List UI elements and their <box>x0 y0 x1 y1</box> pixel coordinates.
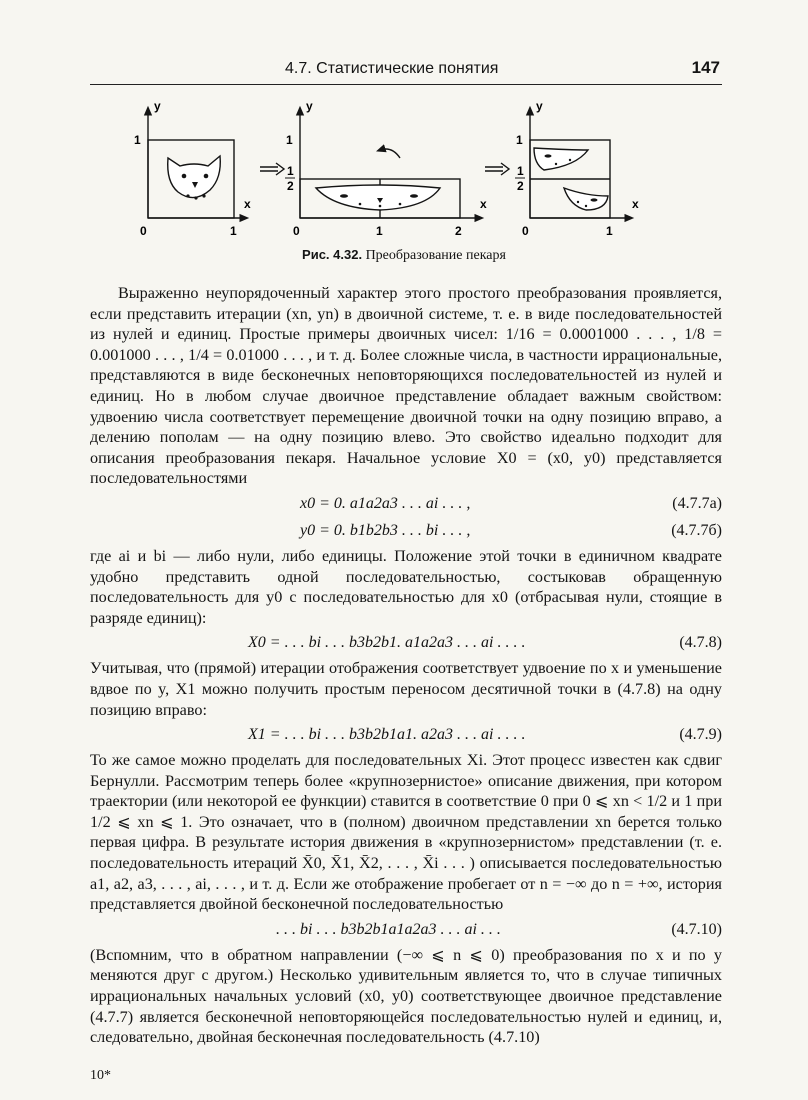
equation-formula: X0 = . . . bi . . . b3b2b1. a1a2a3 . . . ai . . . . <box>248 634 526 652</box>
equation-number: (4.7.7а) <box>672 494 722 512</box>
caption-label: Рис. 4.32. <box>302 247 363 262</box>
panel2-half-den: 2 <box>287 179 294 193</box>
equation-4-7-8 <box>90 631 722 655</box>
equation-4-7-7a <box>90 492 722 516</box>
panel2-y-label: y <box>306 99 313 113</box>
panel2-x-label: x <box>480 197 487 211</box>
page-number: 147 <box>691 58 720 77</box>
panel3-half-den: 2 <box>517 179 524 193</box>
equation-number: (4.7.8) <box>679 634 722 652</box>
baker-transformation-figure <box>130 100 660 240</box>
equation-4-7-9 <box>90 723 722 747</box>
squashed-cat-icon <box>316 185 440 210</box>
cut-rotate-arrow <box>380 149 400 158</box>
panel2-tick-y: 1 <box>286 133 293 147</box>
upper-piece-icon <box>534 148 588 170</box>
equation-formula: x0 = 0. a1a2a3 . . . ai . . . , <box>300 494 471 512</box>
panel3-half-num: 1 <box>517 164 524 178</box>
panel1-x-label: x <box>244 197 251 211</box>
panel2-origin: 0 <box>293 224 300 238</box>
paragraph-5: (Вспомним, что в обратном направлении (−∞ ⩽ n ⩽ 0) преобразования по x и по y меняются друг с другом.) Несколько удивительным является то, что в случае типичных иррациональных начальных условий (x0, y0) соответствующее двоичное представление (4.7.7) является бесконечной неповторяющейся последовательностью нулей и единиц, и, следовательно, двойная бесконечная последовательность (4.7.10) <box>90 945 722 1047</box>
panel1-origin: 0 <box>140 224 147 238</box>
panel2-half-num: 1 <box>287 164 294 178</box>
equation-number: (4.7.9) <box>679 726 722 744</box>
panel2-tick-x1: 1 <box>376 224 383 238</box>
panel1-tick-y: 1 <box>134 133 141 147</box>
equation-formula: X1 = . . . bi . . . b3b2b1a1. a2a3 . . . ai . . . . <box>248 726 526 744</box>
running-header <box>90 58 722 85</box>
panel1-tick-x: 1 <box>230 224 237 238</box>
section-title: 4.7. Статистические понятия <box>285 60 499 77</box>
paragraph-1: Выраженно неупорядоченный характер этого простого преобразования проявляется, если представить итерации (xn, yn) в двоичной системе, т. е. в виде последовательностей из нулей и единиц. Простые примеры двоичных чисел: 1/16 = 0.0001000 . . . , 1/8 = 0.001000 . . . , 1/4 = 0.01000 . . . , и т. д. Более сложные числа, в частности иррациональные, представляются в виде бесконечных неповторяющихся последовательностей из нулей и единиц. Но в любом случае двоичное представление обладает важным свойством: удвоению числа соответствует перемещение двоичной точки на одну позицию вправо, а делению пополам — на одну позицию влево. Это свойство идеально подходит для описания преобразования пекаря. Начальное условие X0 = (x0, y0) представляется последовательностями <box>90 284 722 488</box>
panel3-tick-x: 1 <box>606 224 613 238</box>
panel3-origin: 0 <box>522 224 529 238</box>
equation-formula: . . . bi . . . b3b2b1a1a2a3 . . . ai . . . <box>276 920 501 938</box>
equation-formula: y0 = 0. b1b2b3 . . . bi . . . , <box>300 521 471 539</box>
figure-svg <box>130 100 660 240</box>
signature-mark: 10* <box>90 1068 111 1083</box>
equation-number: (4.7.7б) <box>671 521 722 539</box>
cat-face-icon <box>168 156 221 198</box>
caption-text: Преобразование пекаря <box>365 248 506 263</box>
equation-number: (4.7.10) <box>671 920 722 938</box>
figure-caption <box>0 247 808 264</box>
panel3-y-label: y <box>536 99 543 113</box>
panel3-x-label: x <box>632 197 639 211</box>
panel3-tick-y: 1 <box>516 133 523 147</box>
panel2-tick-x2: 2 <box>455 224 462 238</box>
paragraph-4: То же самое можно проделать для последовательных Xi. Этот процесс известен как сдвиг Бернулли. Рассмотрим теперь более «крупнозернистое» описание движения, при котором траектории (или некоторой ее функции) ставится в соответствие 0 при 0 ⩽ xn < 1/2 и 1 при 1/2 ⩽ xn ⩽ 1. Это означает, что в (полном) двоичном представлении xn берется только первая цифра. В результате история движения в «крупнозернистом» представлении (т. е. последовательность итераций X̄0, X̄1, X̄2, . . . , X̄i . . . ) описывается последовательностью a1, a2, a3, . . . , ai, . . . , и т. д. Если же отображение пробегает от n = −∞ до n = +∞, история представляется двойной бесконечной последовательностью <box>90 751 722 914</box>
paragraph-2: где ai и bi — либо нули, либо единицы. Положение этой точки в единичном квадрате удобно представить одной последовательностью, состыковав обращенную последовательность для y0 с последовательностью для x0 (отбрасывая нули, стоящие в разряде единиц): <box>90 546 722 627</box>
paragraph-3: Учитывая, что (прямой) итерации отображения соответствует удвоение по x и уменьшение вдвое по y, X1 можно получить простым переносом десятичной точки в (4.7.8) на одну позицию вправо: <box>90 659 722 719</box>
equation-4-7-10 <box>90 918 722 942</box>
panel1-y-label: y <box>154 99 161 113</box>
equation-4-7-7b <box>90 519 722 543</box>
main-text <box>90 283 722 1048</box>
